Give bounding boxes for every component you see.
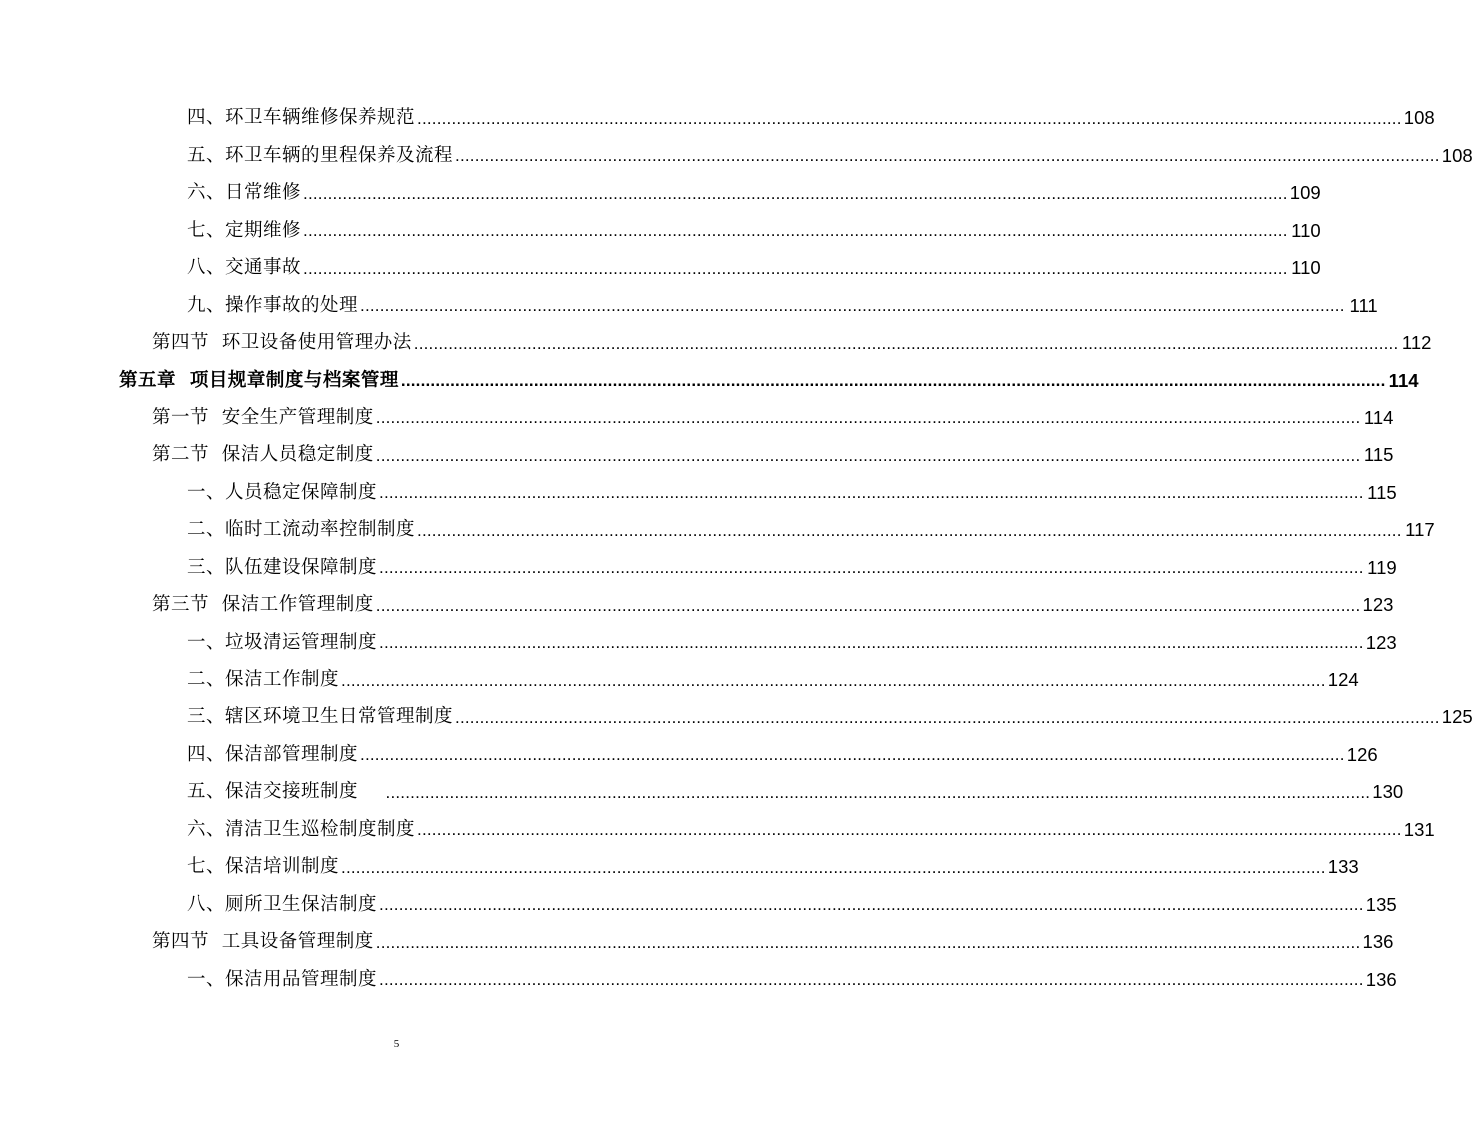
toc-entry-page: 125	[1441, 706, 1473, 728]
toc-entry-title: 第四节 工具设备管理制度	[152, 931, 374, 953]
toc-entry-title: 九、操作事故的处理	[187, 294, 359, 316]
toc-entry[interactable]	[0, 924, 1394, 961]
toc-entry-page: 108	[1403, 107, 1435, 129]
toc-leader-dots: ........................................................................................................................................................................................................	[303, 183, 1288, 203]
toc-leader-dots: ........................................................................................................................................................................................................	[455, 707, 1440, 727]
toc-leader-dots: ........................................................................................................................................................................................................	[375, 932, 1361, 952]
toc-entry[interactable]	[0, 137, 1473, 174]
toc-leader-dots: ........................................................................................................................................................................................................	[341, 857, 1326, 877]
toc-entry[interactable]	[0, 699, 1473, 736]
toc-entry-page: 115	[1363, 444, 1394, 466]
toc-entry-page: 126	[1346, 743, 1378, 765]
toc-entry[interactable]	[0, 886, 1397, 923]
toc-entry-title: 二、临时工流动率控制制度	[187, 519, 416, 541]
toc-entry-title: 五、保洁交接班制度	[187, 781, 384, 803]
toc-entry-title: 七、定期维修	[187, 219, 302, 241]
toc-entry-title: 第四节 环卫设备使用管理办法	[152, 332, 412, 354]
toc-chapter-entry[interactable]	[0, 362, 1419, 399]
toc-leader-dots: ........................................................................................................................................................................................................	[360, 296, 1345, 316]
toc-entry-page: 135	[1365, 893, 1397, 915]
toc-leader-dots: ........................................................................................................................................................................................................	[417, 820, 1402, 840]
toc-entry-title: 一、垃圾清运管理制度	[187, 631, 378, 653]
table-of-contents	[0, 100, 1473, 999]
toc-leader-dots: ........................................................................................................................................................................................................	[379, 558, 1364, 578]
toc-entry[interactable]	[0, 100, 1435, 137]
toc-entry-page: 131	[1403, 818, 1435, 840]
toc-leader-dots: ........................................................................................................................................................................................................	[379, 633, 1364, 653]
toc-entry-page: 110	[1291, 219, 1321, 241]
toc-entry[interactable]	[0, 175, 1321, 212]
toc-entry-page: 117	[1405, 519, 1435, 541]
toc-leader-dots: ........................................................................................................................................................................................................	[375, 408, 1361, 428]
toc-leader-dots: ........................................................................................................................................................................................................	[360, 745, 1345, 765]
toc-entry[interactable]	[0, 811, 1435, 848]
toc-leader-dots: ........................................................................................................................................................................................................	[455, 146, 1440, 166]
toc-entry[interactable]	[0, 474, 1397, 511]
toc-leader-dots: ........................................................................................................................................................................................................	[341, 670, 1326, 690]
toc-entry-page: 119	[1367, 556, 1397, 578]
toc-entry-title: 第五章 项目规章制度与档案管理	[119, 369, 399, 391]
toc-entry-title: 七、保洁培训制度	[187, 856, 340, 878]
toc-leader-dots: ........................................................................................................................................................................................................	[379, 970, 1364, 990]
toc-entry-page: 136	[1365, 968, 1397, 990]
toc-leader-dots: ........................................................................................................................................................................................................	[379, 895, 1364, 915]
toc-entry-page: 112	[1401, 332, 1432, 354]
toc-leader-dots: ........................................................................................................................................................................................................	[413, 333, 1399, 353]
toc-entry-title: 三、辖区环境卫生日常管理制度	[187, 706, 454, 728]
toc-leader-dots: ........................................................................................................................................................................................................	[417, 108, 1402, 128]
toc-entry[interactable]	[0, 662, 1359, 699]
toc-leader-dots: ........................................................................................................................................................................................................	[303, 258, 1288, 278]
toc-entry-title: 二、保洁工作制度	[187, 669, 340, 691]
toc-entry-title: 第三节 保洁工作管理制度	[152, 594, 374, 616]
toc-entry[interactable]	[0, 587, 1394, 624]
toc-leader-dots: ........................................................................................................................................................................................................	[375, 445, 1361, 465]
toc-entry[interactable]	[0, 325, 1432, 362]
toc-entry-page: 130	[1372, 781, 1404, 803]
toc-entry-page: 114	[1388, 369, 1419, 391]
toc-entry-page: 133	[1327, 856, 1359, 878]
toc-leader-dots: ........................................................................................................................................................................................................	[303, 221, 1288, 241]
toc-leader-dots: ........................................................................................................................................................................................................	[375, 595, 1361, 615]
toc-entry[interactable]	[0, 437, 1394, 474]
toc-entry-title: 六、清洁卫生巡检制度制度	[187, 818, 416, 840]
toc-entry-title: 八、交通事故	[187, 257, 302, 279]
toc-entry-title: 第二节 保洁人员稳定制度	[152, 444, 374, 466]
toc-entry-title: 一、保洁用品管理制度	[187, 968, 378, 990]
toc-entry-page: 110	[1291, 257, 1321, 279]
toc-entry-title: 四、环卫车辆维修保养规范	[187, 107, 416, 129]
toc-entry[interactable]	[0, 736, 1378, 773]
toc-leader-dots: ........................................................................................................................................................................................................	[379, 483, 1364, 503]
toc-entry[interactable]	[0, 287, 1378, 324]
toc-entry-title: 四、保洁部管理制度	[187, 743, 359, 765]
toc-entry-title: 五、环卫车辆的里程保养及流程	[187, 144, 454, 166]
toc-entry[interactable]	[0, 849, 1359, 886]
toc-entry[interactable]	[0, 512, 1435, 549]
toc-entry[interactable]	[0, 961, 1397, 998]
toc-entry-page: 108	[1441, 144, 1473, 166]
page-number: 5	[393, 1038, 400, 1050]
toc-leader-dots: ........................................................................................................................................................................................................	[417, 520, 1402, 540]
toc-entry[interactable]	[0, 400, 1394, 437]
toc-entry-title: 八、厕所卫生保洁制度	[187, 893, 378, 915]
toc-entry-page: 136	[1362, 931, 1394, 953]
toc-entry-title: 六、日常维修	[187, 182, 302, 204]
toc-entry-page: 115	[1367, 481, 1397, 503]
toc-entry-page: 111	[1349, 294, 1378, 316]
toc-entry-page: 123	[1362, 594, 1394, 616]
toc-entry-page: 123	[1365, 631, 1397, 653]
toc-entry[interactable]	[0, 774, 1404, 811]
toc-entry[interactable]	[0, 250, 1321, 287]
toc-entry-page: 109	[1289, 182, 1321, 204]
toc-entry-page: 114	[1363, 406, 1394, 428]
toc-entry[interactable]	[0, 212, 1321, 249]
toc-entry-page: 124	[1327, 669, 1359, 691]
toc-leader-dots: ........................................................................................................................................................................................................	[385, 782, 1371, 802]
toc-entry-title: 三、队伍建设保障制度	[187, 556, 378, 578]
toc-entry[interactable]	[0, 549, 1397, 586]
toc-entry-title: 第一节 安全生产管理制度	[152, 406, 374, 428]
toc-entry[interactable]	[0, 624, 1397, 661]
toc-leader-dots: ........................................................................................................................................................................................................	[400, 371, 1386, 391]
toc-entry-title: 一、人员稳定保障制度	[187, 481, 378, 503]
